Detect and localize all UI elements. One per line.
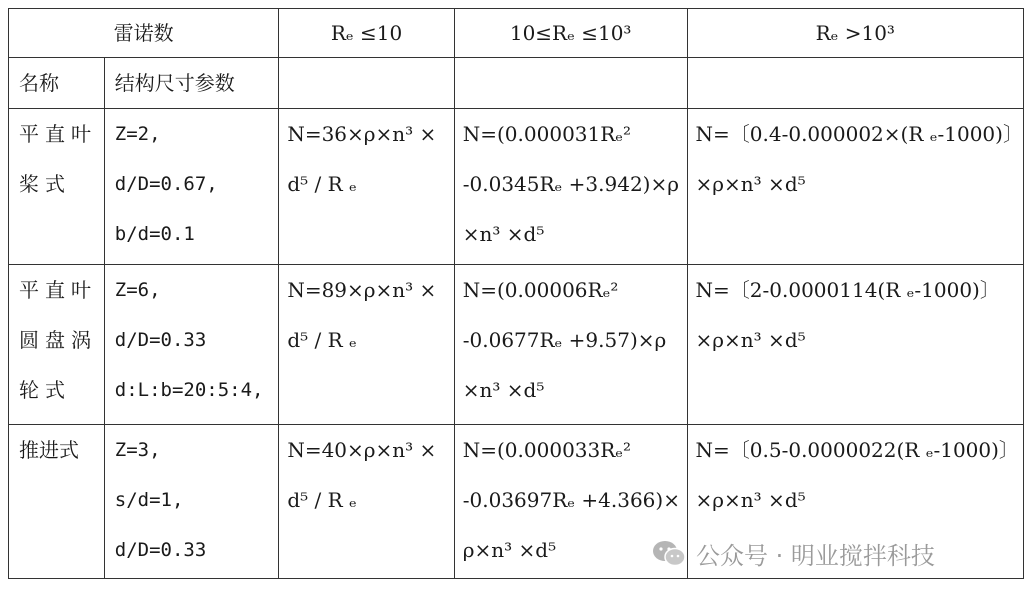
formula-mid-cell: [454, 109, 687, 265]
formula-line: d⁵ / R ₑ: [287, 328, 357, 352]
watermark-text: 公众号 · 明业搅拌科技: [696, 542, 935, 570]
params-cell: [104, 265, 279, 425]
formula-mid-cell: [454, 265, 687, 425]
formula-line: N=〔0.4-0.000002×(R ₑ-1000)〕: [695, 122, 1023, 146]
formula-low-cell: [279, 425, 454, 579]
formula-line: d⁵ / R ₑ: [287, 488, 357, 512]
param-line: Z=2,: [114, 123, 161, 145]
formula-line: d⁵ / R ₑ: [287, 172, 357, 196]
subheader-empty: [454, 58, 687, 109]
subheader-empty: [687, 58, 1023, 109]
formula-line: -0.0345Rₑ +3.942)×ρ: [462, 172, 679, 196]
impeller-name-cell: [9, 425, 105, 579]
formula-line: ×ρ×n³ ×d⁵: [695, 328, 806, 352]
formula-line: N=(0.000033Rₑ²: [462, 438, 632, 462]
wechat-icon: [652, 539, 686, 569]
formula-line: -0.0677Rₑ +9.57)×ρ: [462, 328, 667, 352]
header-row: [9, 9, 1024, 58]
impeller-name-cell: [9, 109, 105, 265]
formula-line: N=〔0.5-0.0000022(R ₑ-1000)〕: [695, 438, 1019, 462]
param-line: Z=6,: [114, 279, 161, 301]
table-row: [9, 265, 1024, 425]
param-line: d/D=0.33: [114, 329, 207, 351]
watermark: [652, 536, 935, 571]
reynolds-power-table: [8, 8, 1024, 579]
formula-line: ρ×n³ ×d⁵: [462, 538, 557, 562]
name-line: 推进式: [19, 438, 79, 462]
param-line: d/D=0.33: [114, 539, 207, 561]
formula-line: N=(0.000031Rₑ²: [462, 122, 632, 146]
params-cell: [104, 425, 279, 579]
name-line: 轮式: [19, 378, 71, 402]
formula-line: ×ρ×n³ ×d⁵: [695, 488, 806, 512]
subheader-empty: [279, 58, 454, 109]
param-line: d:L:b=20:5:4,: [114, 379, 264, 401]
formula-line: N=40×ρ×n³ ×: [287, 438, 437, 462]
table-row: [9, 109, 1024, 265]
name-line: 平直叶: [19, 122, 97, 146]
subheader-params: 结构尺寸参数: [104, 58, 279, 109]
header-range-low: Rₑ ≤10: [279, 9, 454, 58]
subheader-name: 名称: [9, 58, 105, 109]
name-line: 平直叶: [19, 278, 97, 302]
formula-line: ×n³ ×d⁵: [462, 222, 545, 246]
formula-line: ×ρ×n³ ×d⁵: [695, 172, 806, 196]
formula-low-cell: [279, 109, 454, 265]
name-line: 桨式: [19, 172, 71, 196]
param-line: d/D=0.67,: [114, 173, 218, 195]
header-range-high: Rₑ >10³: [687, 9, 1023, 58]
formula-line: N=〔2-0.0000114(R ₑ-1000)〕: [695, 278, 1000, 302]
formula-line: N=89×ρ×n³ ×: [287, 278, 437, 302]
formula-line: ×n³ ×d⁵: [462, 378, 545, 402]
formula-low-cell: [279, 265, 454, 425]
formula-line: N=36×ρ×n³ ×: [287, 122, 437, 146]
impeller-name-cell: [9, 265, 105, 425]
header-range-mid: 10≤Rₑ ≤10³: [454, 9, 687, 58]
formula-line: -0.03697Rₑ +4.366)×: [462, 488, 680, 512]
formula-high-cell: [687, 265, 1023, 425]
name-line: 圆盘涡: [19, 328, 97, 352]
header-reynolds: 雷诺数: [9, 9, 279, 58]
formula-line: N=(0.00006Rₑ²: [462, 278, 619, 302]
formula-high-cell: [687, 109, 1023, 265]
params-cell: [104, 109, 279, 265]
param-line: b/d=0.1: [114, 223, 195, 245]
param-line: s/d=1,: [114, 489, 184, 511]
subheader-row: [9, 58, 1024, 109]
param-line: Z=3,: [114, 439, 161, 461]
